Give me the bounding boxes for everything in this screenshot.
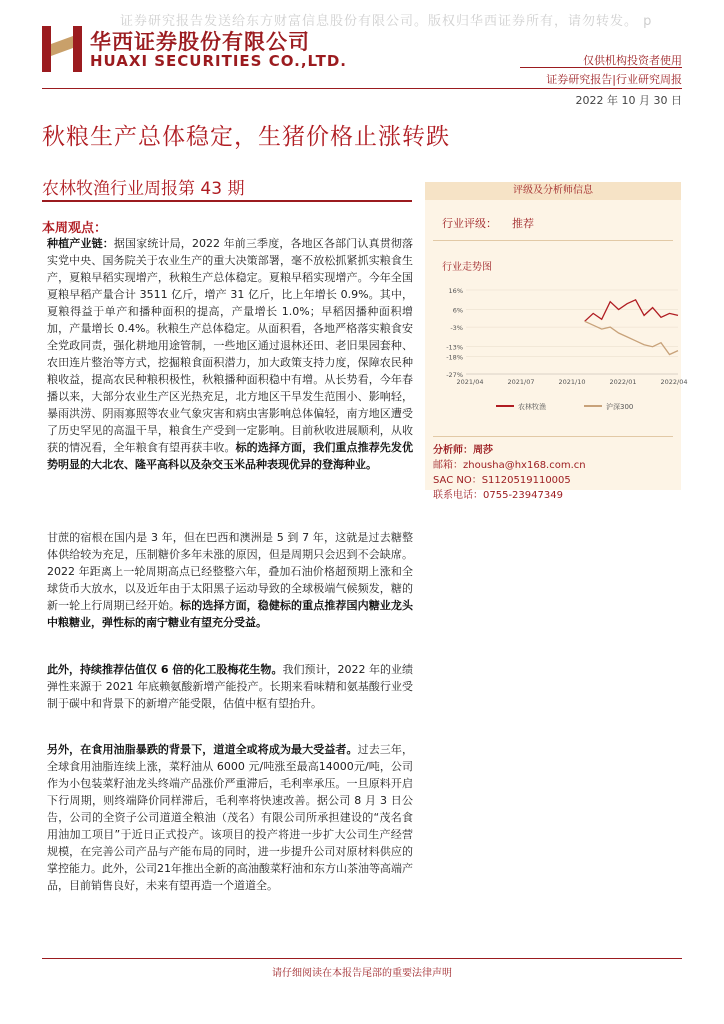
footer-rule [42, 958, 682, 959]
y-tick-label: 16% [448, 287, 463, 295]
company-name-cn: 华西证券股份有限公司 [90, 30, 310, 54]
y-tick-label: 6% [452, 306, 463, 315]
paragraph-meihua [47, 661, 413, 712]
report-title: 秋粮生产总体稳定，生猪价格止涨转跌 [42, 124, 450, 150]
section-heading: 本周观点： [42, 221, 108, 236]
paragraph-bold-tail: 标的选择方面，稳健标的重点推荐国内糖业龙头中粮糖业，弹性标的南宁糖业有望充分受益。 [47, 599, 413, 629]
y-tick-label: -13% [446, 343, 463, 352]
y-tick-label: -18% [446, 353, 463, 362]
y-tick-label: -3% [450, 324, 463, 333]
paragraph-bold-tail: 标的选择方面，我们重点推荐先发优势明显的大北农、隆平高科以及杂交玉米品种表现优异的登海种业。 [47, 441, 413, 471]
header-divider [42, 88, 682, 89]
legend-label: 农林牧渔 [518, 403, 546, 411]
company-logo [42, 26, 82, 72]
paragraph-lead: 种植产业链： [47, 237, 114, 250]
analyst-rule [433, 436, 673, 437]
report-type: 证券研究报告|行业研究周报 [546, 73, 682, 86]
analyst-email: 邮箱：zhousha@hx168.com.cn [433, 460, 586, 471]
paragraph-planting [47, 235, 413, 473]
report-subtitle: 农林牧渔行业周报第 43 期 [42, 179, 245, 199]
x-tick-label: 2021/07 [507, 378, 535, 386]
rating-rule [433, 240, 673, 241]
paragraph-text: 我们预计，2022 年的业绩弹性来源于 2021 年底赖氨酸新增产能投产。长期来看味精和氨基酸行业受制于碳中和背景下的新增产能受限，估值中枢有望抬升。 [47, 663, 413, 710]
watermark: 证券研究报告发送给东方财富信息股份有限公司。版权归华西证券所有，请勿转发。 p [120, 14, 653, 29]
paragraph-text: 过去三年，全球食用油脂连续上涨，菜籽油从 6000 元/吨涨至最高14000元/吨，公司作为小包装菜籽油龙头终端产品涨价严重滞后，毛利率承压。一旦原料开启下行周期，则终端降价同样滞后，毛利率将快速改善。据公司 8 月 3 日公告，公司的全资子公司道道全粮油（茂名）有限公司所承担建设的“茂名食用油加工项目”于近日正式投产。该项目的投产将进一步扩大公司生产经营规模，在完善公司产品与产能布局的同时，进一步提升公司对原材料供应的掌控能力。此外，公司21年推出全新的高油酸菜籽油和东方山茶油等高端产品，目前销售良好，未来有望再造一个道道全。 [47, 743, 413, 892]
trend-chart-title: 行业走势图 [442, 262, 492, 273]
trend-chart [440, 282, 688, 417]
series-line-1 [585, 300, 678, 322]
series-line-2 [585, 321, 678, 354]
x-tick-label: 2022/04 [660, 378, 688, 386]
paragraph-lead: 另外，在食用油脂暴跌的背景下，道道全或将成为最大受益者。 [47, 743, 358, 756]
legend-label: 沪深300 [606, 403, 634, 411]
audience-note: 仅供机构投资者使用 [583, 54, 682, 67]
rating-label: 行业评级： [442, 217, 497, 230]
analyst-name: 分析师：周莎 [433, 445, 493, 456]
y-tick-label: -27% [446, 371, 463, 379]
report-date: 2022 年 10 月 30 日 [575, 94, 682, 107]
legal-notice: 请仔细阅读在本报告尾部的重要法律声明 [272, 968, 452, 979]
sidebar-heading: 评级及分析师信息 [425, 182, 681, 200]
paragraph-text: 据国家统计局，2022 年前三季度，各地区各部门认真贯彻落实党中央、国务院关于农业生产的重大决策部署，毫不放松抓紧抓实粮食生产，夏粮早稻实现增产，秋粮生产总体稳定。夏粮早稻实现增产。今年全国夏粮早稻产量合计 3511 亿斤，增产 31 亿斤，比上年增长 0.9%。其中，夏粮得益于单产和播种面积的提高，产量增长 1.0%；早稻因播种面积增加，产量增长 0.4%。秋粮生产总体稳定。从面积看，各地严格落实粮食安全党政同责，强化耕地用途管制，一些地区通过退林还田、老旧果园套种、农田连片整治等方式，挖掘粮食面积潜力，加大政策支持力度，保障农民种粮收益，提高农民种粮积极性，秋粮播种面积稳中有增。从长势看，今年春播以来，大部分农业生产区光热充足，北方地区干旱发生范围小、影响轻，暴雨洪涝、阴雨寡照等农业气象灾害和病虫害影响总体偏轻，南方地区遭受了历史罕见的高温干旱，粮食生产受到一定影响。目前秋收进展顺利，从收获的情况看，全年粮食有望再获丰收。 [47, 237, 413, 454]
x-tick-label: 2021/04 [456, 378, 484, 386]
paragraph-lead: 此外，持续推荐估值仅 6 倍的化工股梅花生物。 [47, 663, 283, 676]
subtitle-rule [42, 200, 412, 202]
x-tick-label: 2022/01 [609, 378, 637, 386]
analyst-phone: 联系电话：0755-23947349 [433, 490, 563, 501]
analyst-sac: SAC NO：S1120519110005 [433, 475, 571, 486]
paragraph-text: 甘蔗的宿根在国内是 3 年，但在巴西和澳洲是 5 到 7 年，这就是过去糖整体供给较为充足，压制糖价多年未涨的原因，但是周期只会迟到不会缺席。2022 年距离上一轮周期高点已经整整六年，叠加石油价格超预期上涨和全球货币大放水，以及近年由于太阳黑子运动导致的全球极端气候频发，糖的新一轮上行周期已经开始。 [47, 531, 413, 612]
paragraph-daodaoquan [47, 741, 413, 894]
paragraph-sugar [47, 529, 413, 631]
header-rule [520, 67, 682, 68]
x-tick-label: 2021/10 [558, 378, 586, 386]
rating-value: 推荐 [512, 217, 534, 230]
company-name-en: HUAXI SECURITIES CO.,LTD. [90, 52, 347, 70]
